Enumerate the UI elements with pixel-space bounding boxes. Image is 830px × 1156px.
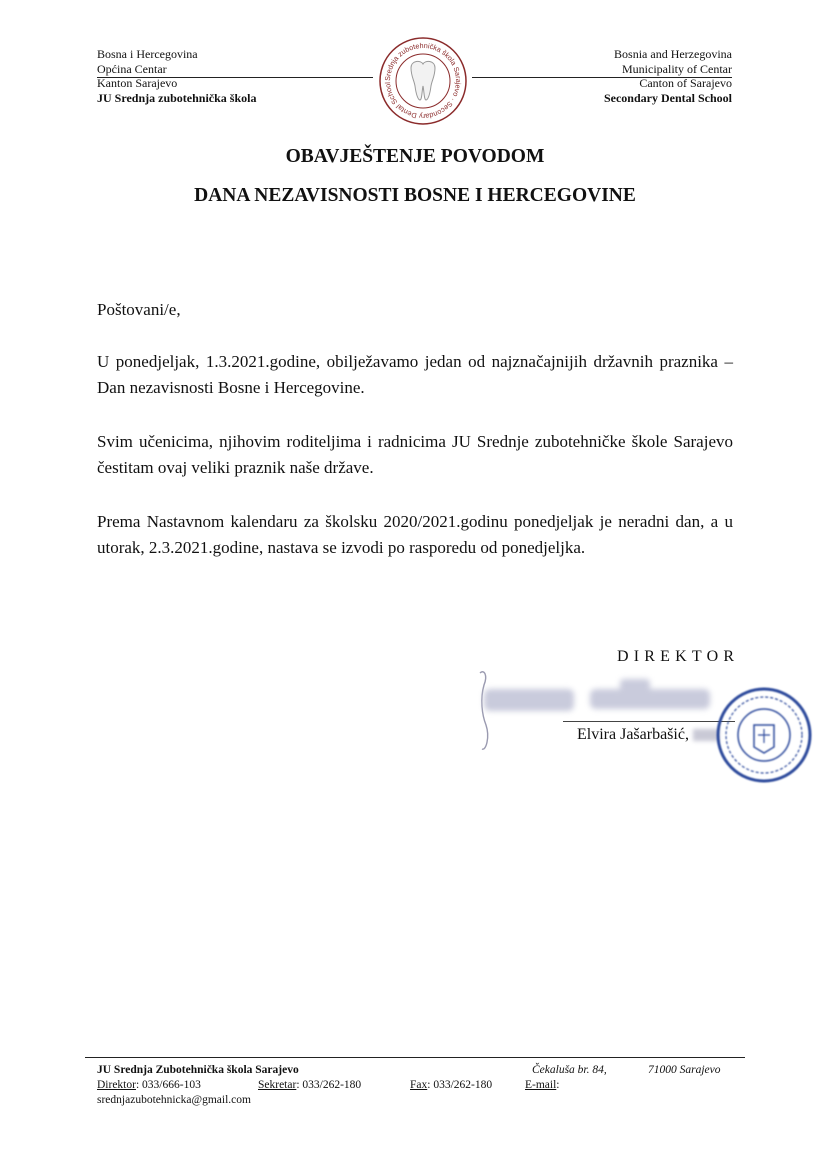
signature-line: [563, 721, 735, 722]
footer-email-label-block: [525, 1078, 560, 1092]
footer-director-phone: [97, 1078, 201, 1092]
document-title-line-1: OBAVJEŠTENJE POVODOM: [285, 146, 545, 167]
seal-ring-text: Srednja zubotehnička škola Sarajevo · Secondary Dental School: [382, 40, 464, 122]
header-left-school: JU Srednja zubotehnička škola: [97, 90, 257, 105]
header-left-line-2: Općina Centar: [97, 61, 167, 76]
footer-director-label: Direktor: [97, 1079, 136, 1091]
paragraph-holiday: U ponedjeljak, 1.3.2021.godine, obilježavamo jedan od najznačajnijih državnih praznika – Dan nezavisnosti Bosne i Hercegovine.: [97, 352, 733, 397]
footer-secretary-number: : 033/262-180: [296, 1079, 362, 1091]
header-right: [604, 47, 732, 105]
footer-fax-number: : 033/262-180: [427, 1079, 493, 1091]
footer-divider: [85, 1057, 745, 1058]
footer-secretary-label: Sekretar: [258, 1079, 297, 1091]
paragraph-schedule: Prema Nastavnom kalendaru za školsku 2020/2021.godinu ponedjeljak je neradni dan, a u utorak, 2.3.2021.godine, nastava se izvodi po rasporedu od ponedjeljka.: [97, 512, 733, 557]
header-left-line-3: Kanton Sarajevo: [97, 76, 178, 90]
signature-role: DIREKTOR: [617, 648, 740, 665]
header-left-line-1: Bosna i Hercegovina: [97, 47, 198, 61]
footer-fax-label: Fax: [410, 1079, 428, 1091]
header-divider-left: [97, 77, 373, 78]
footer-address: Čekaluša br. 84,: [532, 1064, 607, 1076]
header-divider-right: [472, 77, 732, 78]
school-seal-logo: [378, 36, 468, 126]
paragraph-congratulations: Svim učenicima, njihovim roditeljima i radnicima JU Srednje zubotehničke škole Sarajevo čestitam ovaj veliki praznik naše države.: [97, 432, 733, 477]
footer-secretary-phone: [258, 1078, 361, 1092]
header-right-school: Secondary Dental School: [603, 90, 732, 105]
header-right-line-2: Municipality of Centar: [622, 61, 732, 76]
footer-email-colon: :: [556, 1079, 560, 1091]
official-stamp: [714, 685, 814, 785]
footer-school-name: JU Srednja Zubotehnička škola Sarajevo: [97, 1064, 299, 1076]
header-right-line-3: Canton of Sarajevo: [639, 76, 732, 90]
signatory-name-text: Elvira Jašarbašić,: [577, 726, 689, 743]
footer-email-label: E-mail: [525, 1079, 557, 1091]
greeting: Poštovani/e,: [97, 300, 181, 319]
footer-director-number: : 033/666-103: [135, 1079, 201, 1091]
footer-fax: [410, 1078, 492, 1092]
footer-email-address[interactable]: srednjazubotehnicka@gmail.com: [97, 1094, 251, 1106]
document-title-line-2: DANA NEZAVISNOSTI BOSNE I HERCEGOVINE: [194, 185, 636, 206]
signatory-name: [577, 726, 719, 744]
header-right-line-1: Bosnia and Herzegovina: [614, 47, 732, 61]
header-left: [97, 47, 256, 105]
footer-city: 71000 Sarajevo: [648, 1064, 721, 1076]
